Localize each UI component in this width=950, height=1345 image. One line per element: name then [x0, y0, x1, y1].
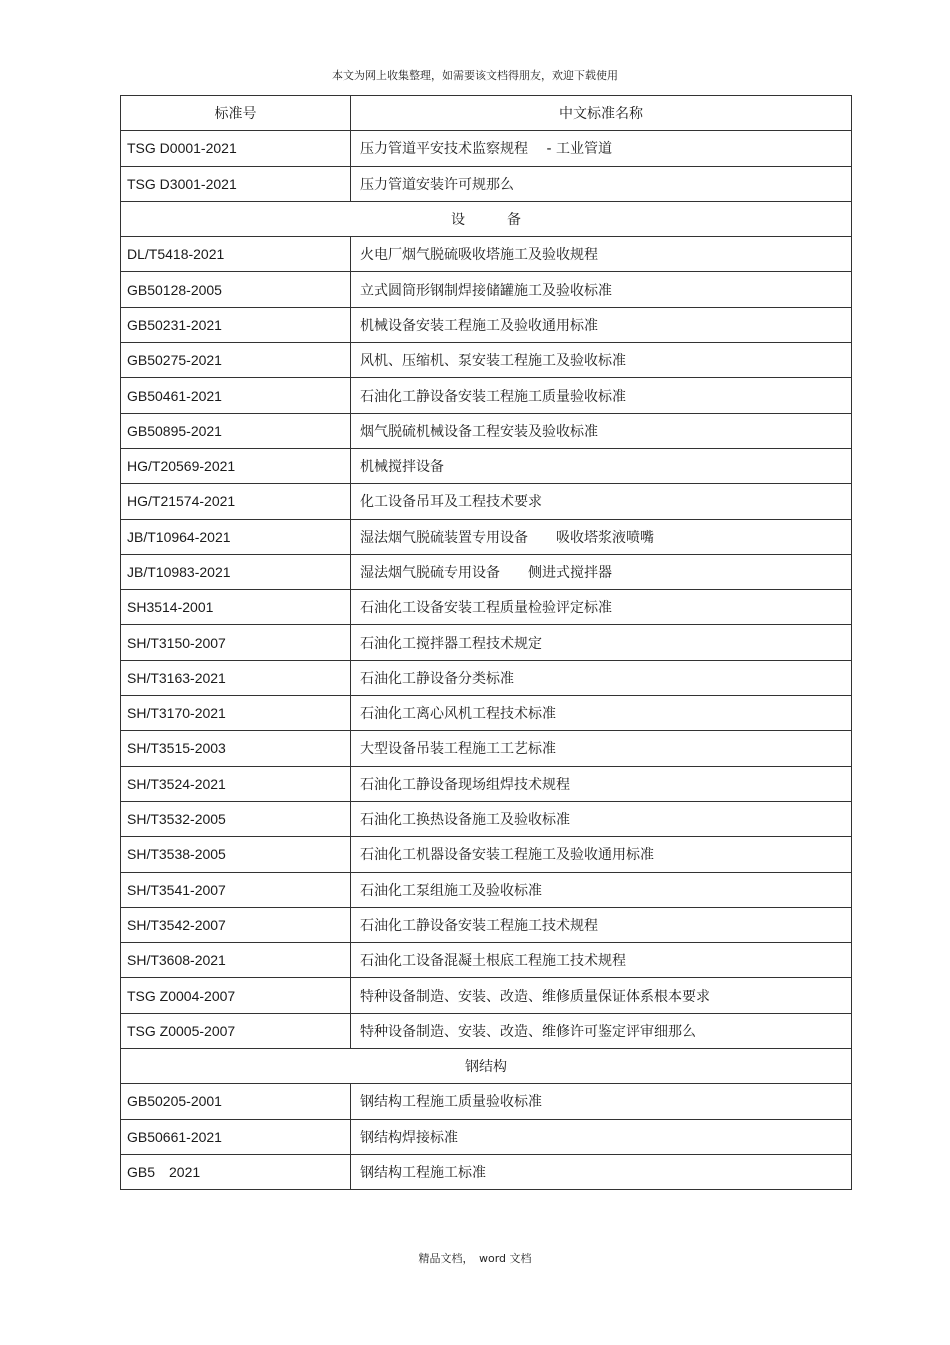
standard-name: 火电厂烟气脱硫吸收塔施工及验收规程 — [351, 237, 852, 272]
standard-name: 机械搅拌设备 — [351, 448, 852, 483]
table-row — [121, 943, 852, 978]
standard-code: SH/T3515-2003 — [121, 731, 351, 766]
standard-name: 特种设备制造、安装、改造、维修质量保证体系根本要求 — [351, 978, 852, 1013]
standard-name: 湿法烟气脱硫装置专用设备 吸收塔浆液喷嘴 — [351, 519, 852, 554]
standard-name: 特种设备制造、安装、改造、维修许可鉴定评审细那么 — [351, 1013, 852, 1048]
standard-code: SH/T3608-2021 — [121, 943, 351, 978]
table-row — [121, 590, 852, 625]
table-row — [121, 907, 852, 942]
table-row — [121, 660, 852, 695]
standard-name: 石油化工泵组施工及验收标准 — [351, 872, 852, 907]
table-row — [121, 519, 852, 554]
standard-code: GB50895-2021 — [121, 413, 351, 448]
standard-code: SH/T3542-2007 — [121, 907, 351, 942]
standard-code: TSG D3001-2021 — [121, 166, 351, 201]
table-row — [121, 801, 852, 836]
standards-table — [120, 95, 852, 1190]
table-row — [121, 484, 852, 519]
standard-name: 钢结构焊接标准 — [351, 1119, 852, 1154]
section-row — [121, 1049, 852, 1084]
standard-code: GB50205-2001 — [121, 1084, 351, 1119]
standard-name: 石油化工换热设备施工及验收标准 — [351, 801, 852, 836]
table-row — [121, 448, 852, 483]
table-row — [121, 131, 852, 166]
standard-code: SH/T3541-2007 — [121, 872, 351, 907]
standard-name: 石油化工搅拌器工程技术规定 — [351, 625, 852, 660]
section-title: 设 备 — [121, 201, 852, 236]
standard-name: 石油化工机器设备安装工程施工及验收通用标准 — [351, 837, 852, 872]
standard-name: 钢结构工程施工质量验收标准 — [351, 1084, 852, 1119]
standard-code: SH3514-2001 — [121, 590, 351, 625]
table-row — [121, 978, 852, 1013]
section-row — [121, 201, 852, 236]
standard-code: SH/T3524-2021 — [121, 766, 351, 801]
column-header-name: 中文标准名称 — [351, 96, 852, 131]
table-row — [121, 625, 852, 660]
standard-code: GB50128-2005 — [121, 272, 351, 307]
standard-name: 大型设备吊装工程施工工艺标准 — [351, 731, 852, 766]
standard-code: SH/T3532-2005 — [121, 801, 351, 836]
page-header-note: 本文为网上收集整理，如需要该文档得朋友，欢迎下载使用 — [332, 69, 618, 82]
table-row — [121, 837, 852, 872]
standard-name: 石油化工设备安装工程质量检验评定标准 — [351, 590, 852, 625]
standard-name: 化工设备吊耳及工程技术要求 — [351, 484, 852, 519]
standard-code: JB/T10964-2021 — [121, 519, 351, 554]
standard-code: GB50275-2021 — [121, 343, 351, 378]
standard-code: TSG D0001-2021 — [121, 131, 351, 166]
table-row — [121, 696, 852, 731]
table-row — [121, 1084, 852, 1119]
table-row — [121, 343, 852, 378]
standard-code: GB50661-2021 — [121, 1119, 351, 1154]
standard-name: 机械设备安装工程施工及验收通用标准 — [351, 307, 852, 342]
standard-name: 湿法烟气脱硫专用设备 侧进式搅拌器 — [351, 554, 852, 589]
standard-code: HG/T21574-2021 — [121, 484, 351, 519]
table-row — [121, 413, 852, 448]
standard-code: GB5 2021 — [121, 1154, 351, 1189]
table-row — [121, 237, 852, 272]
page-footer-note: 精品文档， word 文档 — [418, 1252, 532, 1265]
table-row — [121, 872, 852, 907]
table-row — [121, 1119, 852, 1154]
standard-code: GB50461-2021 — [121, 378, 351, 413]
standard-name: 石油化工静设备安装工程施工技术规程 — [351, 907, 852, 942]
table-row — [121, 166, 852, 201]
section-title: 钢结构 — [121, 1049, 852, 1084]
standard-code: JB/T10983-2021 — [121, 554, 351, 589]
table-body — [121, 131, 852, 1190]
standard-name: 压力管道安装许可规那么 — [351, 166, 852, 201]
column-header-code: 标准号 — [121, 96, 351, 131]
standard-name: 压力管道平安技术监察规程 - 工业管道 — [351, 131, 852, 166]
standard-code: SH/T3163-2021 — [121, 660, 351, 695]
standard-code: SH/T3538-2005 — [121, 837, 351, 872]
standard-name: 钢结构工程施工标准 — [351, 1154, 852, 1189]
table-row — [121, 766, 852, 801]
standard-name: 石油化工静设备安装工程施工质量验收标准 — [351, 378, 852, 413]
table-row — [121, 272, 852, 307]
standard-code: HG/T20569-2021 — [121, 448, 351, 483]
standard-name: 石油化工静设备现场组焊技术规程 — [351, 766, 852, 801]
standard-code: SH/T3150-2007 — [121, 625, 351, 660]
standard-code: TSG Z0005-2007 — [121, 1013, 351, 1048]
standard-name: 石油化工设备混凝土根底工程施工技术规程 — [351, 943, 852, 978]
standard-name: 立式圆筒形钢制焊接储罐施工及验收标准 — [351, 272, 852, 307]
table-row — [121, 1013, 852, 1048]
standard-code: GB50231-2021 — [121, 307, 351, 342]
standard-code: TSG Z0004-2007 — [121, 978, 351, 1013]
table-header-row — [121, 96, 852, 131]
standard-name: 烟气脱硫机械设备工程安装及验收标准 — [351, 413, 852, 448]
standard-name: 石油化工离心风机工程技术标准 — [351, 696, 852, 731]
standard-code: SH/T3170-2021 — [121, 696, 351, 731]
standard-name: 石油化工静设备分类标准 — [351, 660, 852, 695]
table-row — [121, 307, 852, 342]
table-row — [121, 731, 852, 766]
table-row — [121, 1154, 852, 1189]
table-row — [121, 554, 852, 589]
standard-code: DL/T5418-2021 — [121, 237, 351, 272]
standard-name: 风机、压缩机、泵安装工程施工及验收标准 — [351, 343, 852, 378]
table-row — [121, 378, 852, 413]
